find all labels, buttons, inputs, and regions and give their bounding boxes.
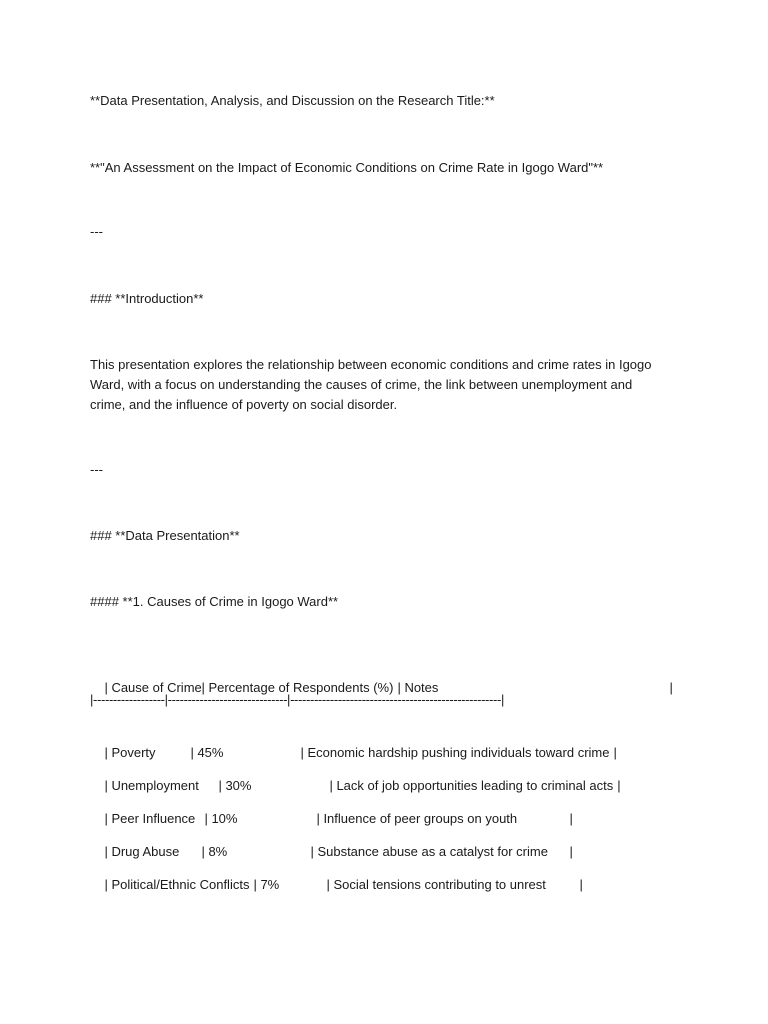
table-cell-end: | (613, 745, 617, 760)
table-header-end: | (669, 680, 673, 695)
table-header-cause: | Cause of Crime (104, 680, 202, 695)
separator-line: --- (90, 462, 103, 477)
table-cell-cause: | Peer Influence (104, 811, 196, 826)
table-header-notes: | Notes (397, 680, 439, 695)
table-cell-end: | (569, 811, 573, 826)
table-cell-percentage: | 10% (204, 811, 238, 826)
section-heading-causes: #### **1. Causes of Crime in Igogo Ward** (90, 594, 339, 609)
table-cell-end: | (579, 877, 583, 892)
table-cell-percentage: | 45% (190, 745, 224, 760)
table-cell-cause: | Drug Abuse (104, 844, 180, 859)
table-cell-percentage: | 7% (253, 877, 280, 892)
data-presentation-heading: ### **Data Presentation** (90, 528, 240, 543)
table-cell-notes: | Lack of job opportunities leading to criminal acts (329, 778, 614, 793)
separator-line: --- (90, 224, 103, 239)
table-cell-percentage: | 30% (218, 778, 252, 793)
table-cell-notes: | Economic hardship pushing individuals toward crime (300, 745, 610, 760)
table-divider: |------------------|------------------------------|-----------------------------------------------------| (90, 692, 504, 707)
table-cell-end: | (569, 844, 573, 859)
research-title: **"An Assessment on the Impact of Economic Conditions on Crime Rate in Igogo Ward"** (90, 160, 604, 175)
introduction-paragraph: This presentation explores the relationship between economic conditions and crime rates in Igogo Ward, with a focus on understanding the causes of crime, the link between unemployment and crime, and the influence of poverty on social disorder. (90, 357, 652, 412)
table-header-percentage: | Percentage of Respondents (%) (201, 680, 394, 695)
table-cell-cause: | Poverty (104, 745, 156, 760)
table-row (90, 855, 583, 915)
table-cell-end: | (617, 778, 621, 793)
introduction-heading: ### **Introduction** (90, 291, 204, 306)
table-cell-notes: | Influence of peer groups on youth (316, 811, 518, 826)
table-cell-cause: | Unemployment (104, 778, 199, 793)
main-heading: **Data Presentation, Analysis, and Discussion on the Research Title:** (90, 93, 495, 108)
table-cell-percentage: | 8% (201, 844, 228, 859)
table-cell-notes: | Social tensions contributing to unrest (326, 877, 546, 892)
table-cell-notes: | Substance abuse as a catalyst for crime (310, 844, 548, 859)
table-cell-cause: | Political/Ethnic Conflicts (104, 877, 250, 892)
